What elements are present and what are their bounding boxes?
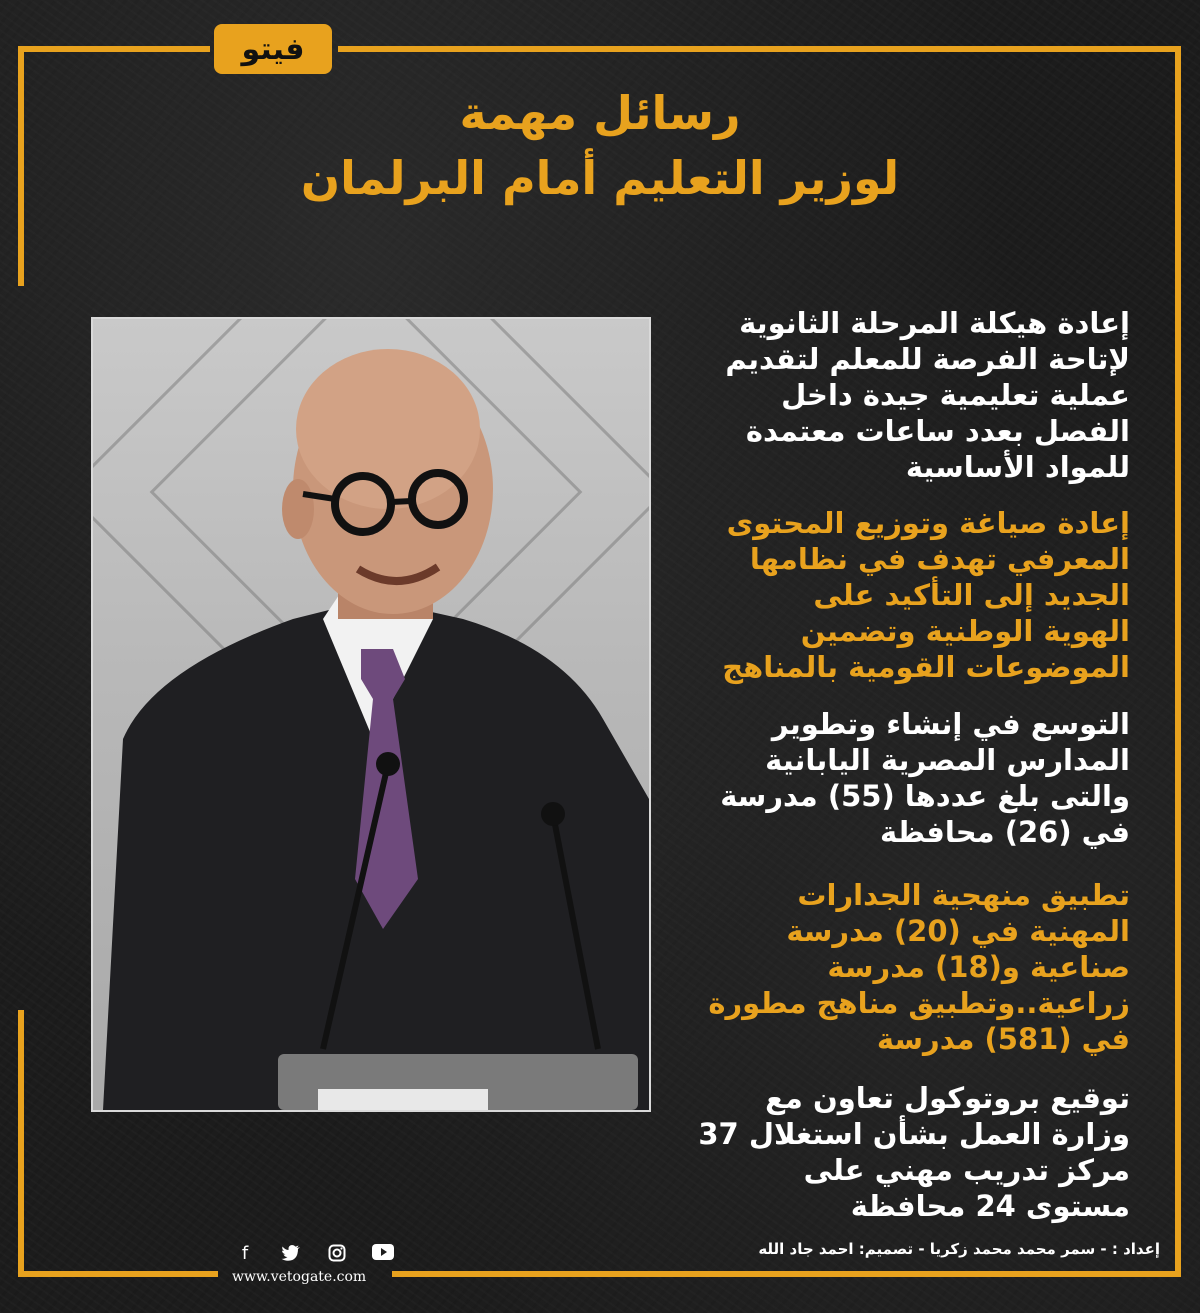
message-2-line-4: الهوية الوطنية وتضمين xyxy=(800,614,1130,648)
title-line-1: رسائل مهمة xyxy=(459,86,741,140)
frame-top-right xyxy=(338,46,1181,52)
message-4-line-2: المهنية في (20) مدرسة xyxy=(786,914,1130,948)
message-block-5 xyxy=(670,1080,1130,1224)
credits: إعداد : - سمر محمد محمد زكريا - تصميم: احمد جاد الله xyxy=(758,1240,1160,1258)
message-2-line-1: إعادة صياغة وتوزيع المحتوى xyxy=(726,506,1130,540)
message-4-line-1: تطبيق منهجية الجدارات xyxy=(797,878,1130,912)
message-5-line-4: مستوى 24 محافظة xyxy=(850,1189,1130,1223)
message-2-line-3: الجديد إلى التأكيد على xyxy=(813,578,1130,612)
message-2-line-2: المعرفي تهدف في نظامها xyxy=(749,542,1130,576)
message-2-line-5: الموضوعات القومية بالمناهج xyxy=(722,650,1130,684)
frame-bottom-right xyxy=(392,1271,1181,1277)
message-3-line-2: المدارس المصرية اليابانية xyxy=(765,743,1130,777)
message-1-line-3: عملية تعليمية جيدة داخل xyxy=(781,378,1130,412)
frame-left-upper xyxy=(18,46,24,286)
frame-top-left xyxy=(18,46,210,52)
message-block-2 xyxy=(670,505,1130,685)
social-icons xyxy=(233,1244,395,1264)
message-5-line-1: توقيع بروتوكول تعاون مع xyxy=(765,1081,1130,1115)
instagram-icon[interactable] xyxy=(325,1244,349,1264)
logo-text: فيتو xyxy=(241,31,305,67)
brand-logo xyxy=(214,24,332,74)
message-block-3 xyxy=(670,706,1130,850)
message-block-4 xyxy=(670,877,1130,1057)
message-1-line-4: الفصل بعدد ساعات معتمدة xyxy=(745,414,1130,448)
message-5-line-2: وزارة العمل بشأن استغلال 37 xyxy=(698,1117,1130,1151)
twitter-icon[interactable] xyxy=(279,1244,303,1264)
message-3-line-1: التوسع في إنشاء وتطوير xyxy=(771,707,1130,741)
youtube-icon[interactable] xyxy=(371,1244,395,1264)
message-1-line-1: إعادة هيكلة المرحلة الثانوية xyxy=(739,306,1130,340)
message-3-line-3: والتى بلغ عددها (55) مدرسة xyxy=(720,779,1130,813)
message-block-1 xyxy=(670,305,1130,485)
message-4-line-3: صناعية و(18) مدرسة xyxy=(827,950,1130,984)
frame-right xyxy=(1175,46,1181,1277)
title-line-2: لوزير التعليم أمام البرلمان xyxy=(300,151,900,205)
message-4-line-4: زراعية..وتطبيق مناهج مطورة xyxy=(708,986,1130,1020)
message-1-line-2: لإتاحة الفرصة للمعلم لتقديم xyxy=(725,342,1130,376)
website-url[interactable]: www.vetogate.com xyxy=(232,1269,367,1285)
minister-photo xyxy=(91,317,651,1112)
message-4-line-5: في (581) مدرسة xyxy=(876,1022,1130,1056)
message-5-line-3: مركز تدريب مهني على xyxy=(803,1153,1130,1187)
frame-bottom-left xyxy=(18,1271,218,1277)
frame-left-lower xyxy=(18,1010,24,1277)
message-3-line-4: في (26) محافظة xyxy=(880,815,1130,849)
minister-illustration xyxy=(93,319,649,1110)
facebook-icon[interactable]: f xyxy=(241,1243,249,1264)
message-1-line-5: للمواد الأساسية xyxy=(905,450,1130,484)
